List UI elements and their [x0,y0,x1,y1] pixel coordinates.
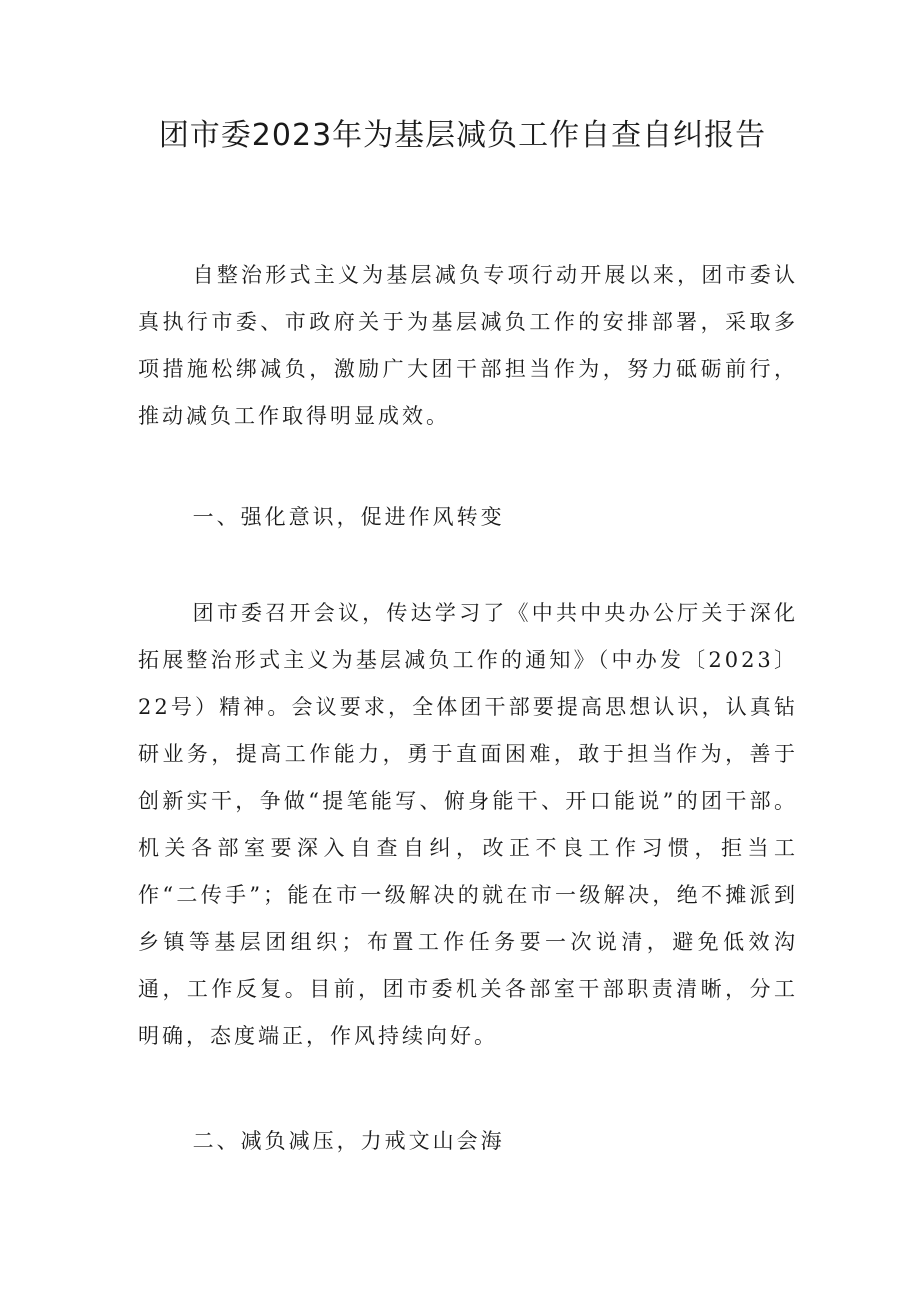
document-title: 团市委2023年为基层减负工作自查自纠报告 [158,118,767,153]
section-heading-1: 一、强化意识，促进作风转变 [192,505,505,529]
section-heading-2: 二、减负减压，力戒文山会海 [192,1129,505,1153]
section-1-paragraph: 团市委召开会议，传达学习了《中共中央办公厅关于深化拓展整治形式主义为基层减负工作的通知》（中办发〔2023〕22号）精神。会议要求，全体团干部要提高思想认识，认真钻研业务，提高工作能力，勇于直面困难，敢于担当作为，善于创新实干，争做“提笔能写、俯身能干、开口能说”的团干部。机关各部室要深入自查自纠，改正不良工作习惯，拒当工作“二传手”；能在市一级解决的就在市一级解决，绝不摊派到乡镇等基层团组织；布置工作任务要一次说清，避免低效沟通，工作反复。目前，团市委机关各部室干部职责清晰，分工明确，态度端正，作风持续向好。 [138,601,798,1048]
intro-paragraph: 自整治形式主义为基层减负专项行动开展以来，团市委认真执行市委、市政府关于为基层减负工作的安排部署，采取多项措施松绑减负，激励广大团干部担当作为，努力砥砺前行，推动减负工作取得明显成效。 [138,263,798,428]
